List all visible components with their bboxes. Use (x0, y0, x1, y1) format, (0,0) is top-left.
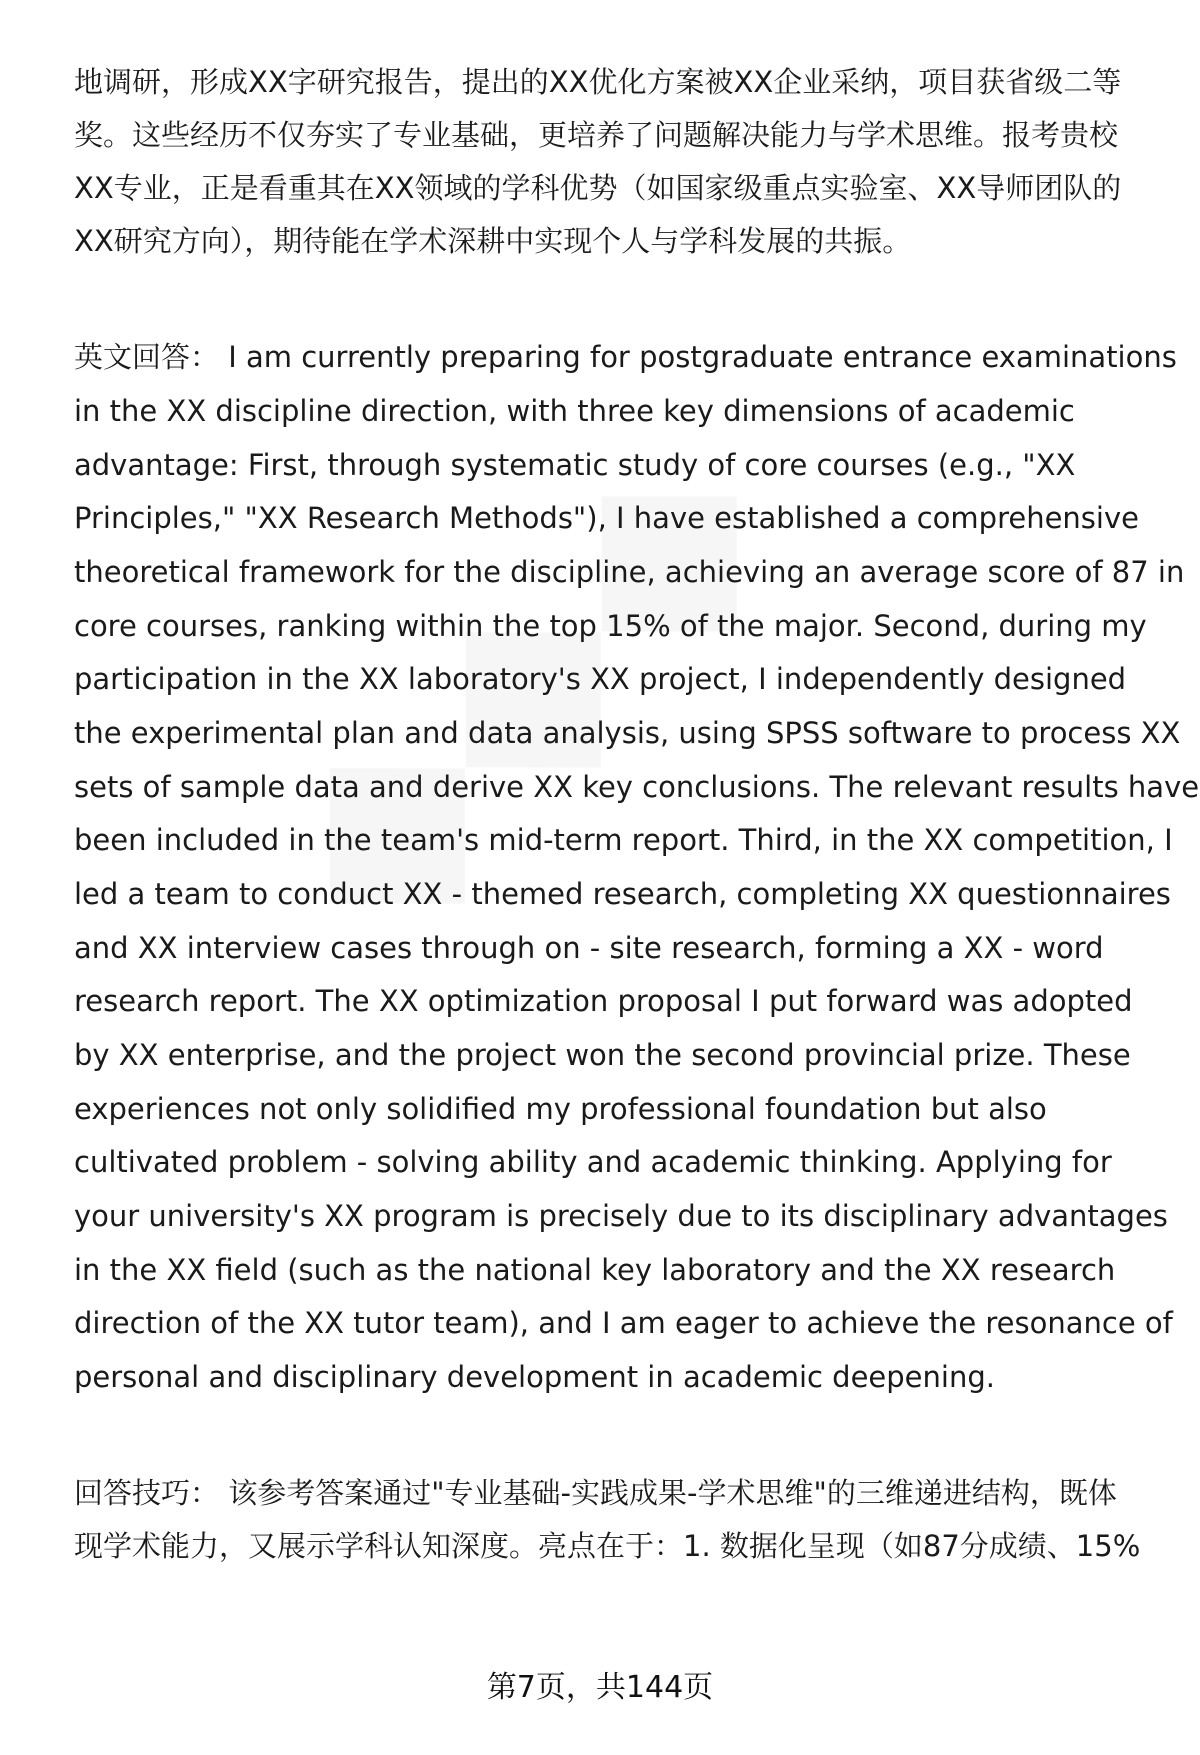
paragraph-2-line: led a team to conduct XX - themed research, completing XX questionnaires (74, 877, 1171, 911)
paragraph-2-line: in the XX discipline direction, with three key dimensions of academic (74, 394, 1075, 428)
paragraph-2-line: 英文回答： I am currently preparing for postgraduate entrance examinations (74, 340, 1177, 374)
paragraph-2-line: cultivated problem - solving ability and academic thinking. Applying for (74, 1145, 1112, 1179)
paragraph-2-line: direction of the XX tutor team), and I am eager to achieve the resonance of (74, 1306, 1173, 1340)
paragraph-2-line: in the XX field (such as the national key laboratory and the XX research (74, 1253, 1116, 1287)
paragraph-1-line: XX专业，正是看重其在XX领域的学科优势（如国家级重点实验室、XX导师团队的 (74, 171, 1122, 205)
paragraph-2-line: personal and disciplinary development in academic deepening. (74, 1360, 995, 1394)
paragraph-2-line: Principles," "XX Research Methods"), I have established a comprehensive (74, 501, 1139, 535)
paragraph-2-line: and XX interview cases through on - site research, forming a XX - word (74, 931, 1104, 965)
paragraph-2-line: been included in the team's mid-term report. Third, in the XX competition, I (74, 823, 1173, 857)
page-number: 第7页，共144页 (486, 1670, 714, 1705)
paragraph-3-line: 回答技巧： 该参考答案通过"专业基础-实践成果-学术思维"的三维递进结构，既体 (74, 1476, 1117, 1510)
paragraph-2-line: the experimental plan and data analysis, using SPSS software to process XX (74, 716, 1181, 750)
paragraph-2-line: participation in the XX laboratory's XX project, I independently designed (74, 662, 1127, 696)
paragraph-2-line: your university's XX program is precisely due to its disciplinary advantages (74, 1199, 1168, 1233)
paragraph-1-line: XX研究方向），期待能在学术深耕中实现个人与学科发展的共振。 (74, 224, 912, 258)
paragraph-1-line: 奖。这些经历不仅夯实了专业基础，更培养了问题解决能力与学术思维。报考贵校 (74, 118, 1119, 152)
paragraph-2-line: experiences not only solidified my professional foundation but also (74, 1092, 1047, 1126)
paragraph-2-line: advantage: First, through systematic study of core courses (e.g., "XX (74, 448, 1076, 482)
paragraph-2-line: research report. The XX optimization proposal I put forward was adopted (74, 984, 1133, 1018)
paragraph-2-line: core courses, ranking within the top 15% of the major. Second, during my (74, 609, 1147, 643)
paragraph-2-line: theoretical framework for the discipline, achieving an average score of 87 in (74, 555, 1185, 589)
paragraph-3-line: 现学术能力，又展示学科认知深度。亮点在于：1. 数据化呈现（如87分成绩、15% (74, 1529, 1141, 1563)
paragraph-2-line: sets of sample data and derive XX key conclusions. The relevant results have (74, 770, 1200, 804)
paragraph-1-line: 地调研，形成XX字研究报告，提出的XX优化方案被XX企业采纳，项目获省级二等 (74, 65, 1122, 99)
paragraph-2-line: by XX enterprise, and the project won the second provincial prize. These (74, 1038, 1131, 1072)
